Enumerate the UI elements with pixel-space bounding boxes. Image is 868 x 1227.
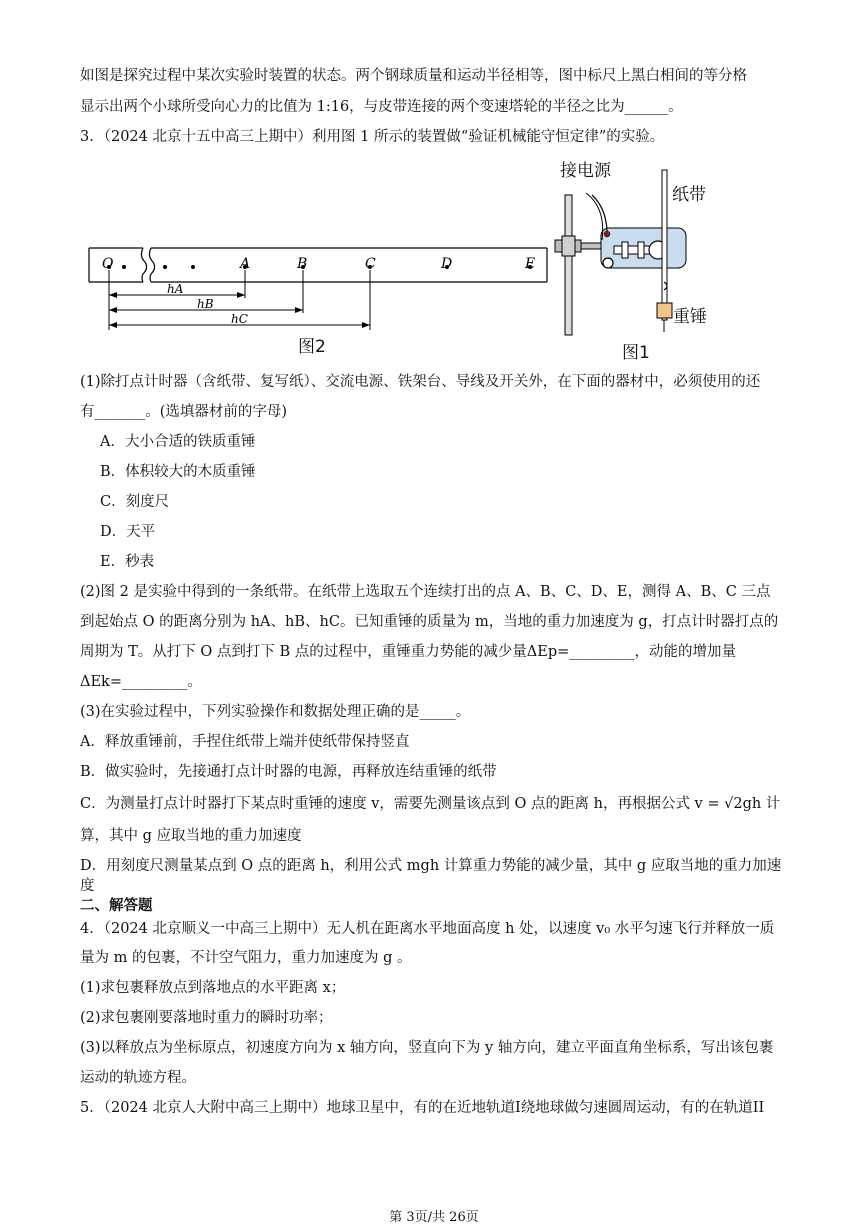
text-line: 如图是探究过程中某次实验时装置的状态。两个钢球质量和运动半径相等，图中标尺上黑白相间的等分格 (80, 68, 747, 84)
text-line: 度 (80, 878, 95, 894)
power-source-label: 接电源 (560, 161, 611, 181)
point-label-e: E (525, 256, 536, 272)
text-line: ΔEk=_________。 (80, 674, 202, 690)
text-line: (2)求包裹刚要落地时重力的瞬时功率； (80, 1010, 333, 1026)
question-5-heading: 5．（2024 北京人大附中高三上期中）地球卫星中，有的在近地轨道I绕地球做匀速圆周运动，有的在轨道II (80, 1100, 765, 1116)
paper-tape-label: 纸带 (672, 185, 706, 205)
figure-2-caption: 图2 (298, 337, 326, 357)
option-c: C．为测量打点计时器打下某点时重锤的速度 v，需要先测量该点到 O 点的距离 h，再根据公式 v = √2gh 计 (80, 796, 781, 812)
text-line: 显示出两个小球所受向心力的比值为 1:16，与皮带连接的两个变速塔轮的半径之比为______。 (80, 99, 683, 115)
section-heading: 二、解答题 (80, 897, 153, 914)
question-4-heading: 4．（2024 北京顺义一中高三上期中）无人机在距离水平地面高度 h 处，以速度 v₀ 水平匀速飞行并释放一质 (80, 921, 775, 937)
dim-label-hc: hC (231, 312, 248, 326)
page-footer: 第 3页/共 26页 (389, 1210, 479, 1225)
dim-label-ha: hA (167, 282, 184, 296)
text-line: 量为 m 的包裹，不计空气阻力，重力加速度为 g 。 (80, 950, 412, 966)
text-line: 到起始点 O 的距离分别为 hA、hB、hC。已知重锤的质量为 m，当地的重力加速度为 g，打点计时器打点的 (80, 614, 779, 630)
point-label-c: C (365, 256, 376, 272)
text-line: (3)以释放点为坐标原点，初速度方向为 x 轴方向，竖直向下为 y 轴方向，建立平面直角坐标系，写出该包裹 (80, 1040, 774, 1056)
dim-label-hb: hB (197, 297, 214, 311)
option-a: A．大小合适的铁质重锤 (100, 434, 256, 450)
option-c: C．刻度尺 (100, 494, 170, 510)
text-line: 周期为 T。从打下 O 点到打下 B 点的过程中，重锤重力势能的减少量ΔEp=_________，动能的增加量 (80, 644, 736, 660)
figure-1-caption: 图1 (622, 343, 650, 363)
text-line: 运动的轨迹方程。 (80, 1070, 196, 1086)
point-label-b: B (297, 256, 308, 272)
option-b: B．做实验时，先接通打点计时器的电源，再释放连结重锤的纸带 (80, 764, 497, 780)
text-line: (2)图 2 是实验中得到的一条纸带。在纸带上选取五个连续打出的点 A、B、C、D、E，测得 A、B、C 三点 (80, 584, 771, 600)
option-e: E．秒表 (100, 554, 155, 570)
option-d: D．用刻度尺测量某点到 O 点的距离 h，利用公式 mgh 计算重力势能的减少量，其中 g 应取当地的重力加速 (80, 858, 782, 874)
text-line: 有_______。(选填器材前的字母) (80, 404, 288, 420)
point-label-o: O (102, 256, 114, 272)
point-label-d: D (441, 256, 453, 272)
text-line: 算，其中 g 应取当地的重力加速度 (80, 828, 302, 844)
weight-label: 重锤 (673, 307, 707, 327)
question-3-heading: 3．（2024 北京十五中高三上期中）利用图 1 所示的装置做“验证机械能守恒定律”的实验。 (80, 129, 665, 145)
option-a: A．释放重锤前，手捏住纸带上端并使纸带保持竖直 (80, 734, 410, 750)
text-line: (1)求包裹释放点到落地点的水平距离 x； (80, 980, 346, 996)
option-b: B．体积较大的木质重锤 (100, 464, 256, 480)
point-label-a: A (240, 256, 251, 272)
text-line: (1)除打点计时器（含纸带、复写纸）、交流电源、铁架台、导线及开关外，在下面的器材中，必须使用的还 (80, 374, 761, 390)
option-d: D．天平 (100, 524, 156, 540)
text-line: (3)在实验过程中，下列实验操作和数据处理正确的是_____。 (80, 704, 471, 720)
